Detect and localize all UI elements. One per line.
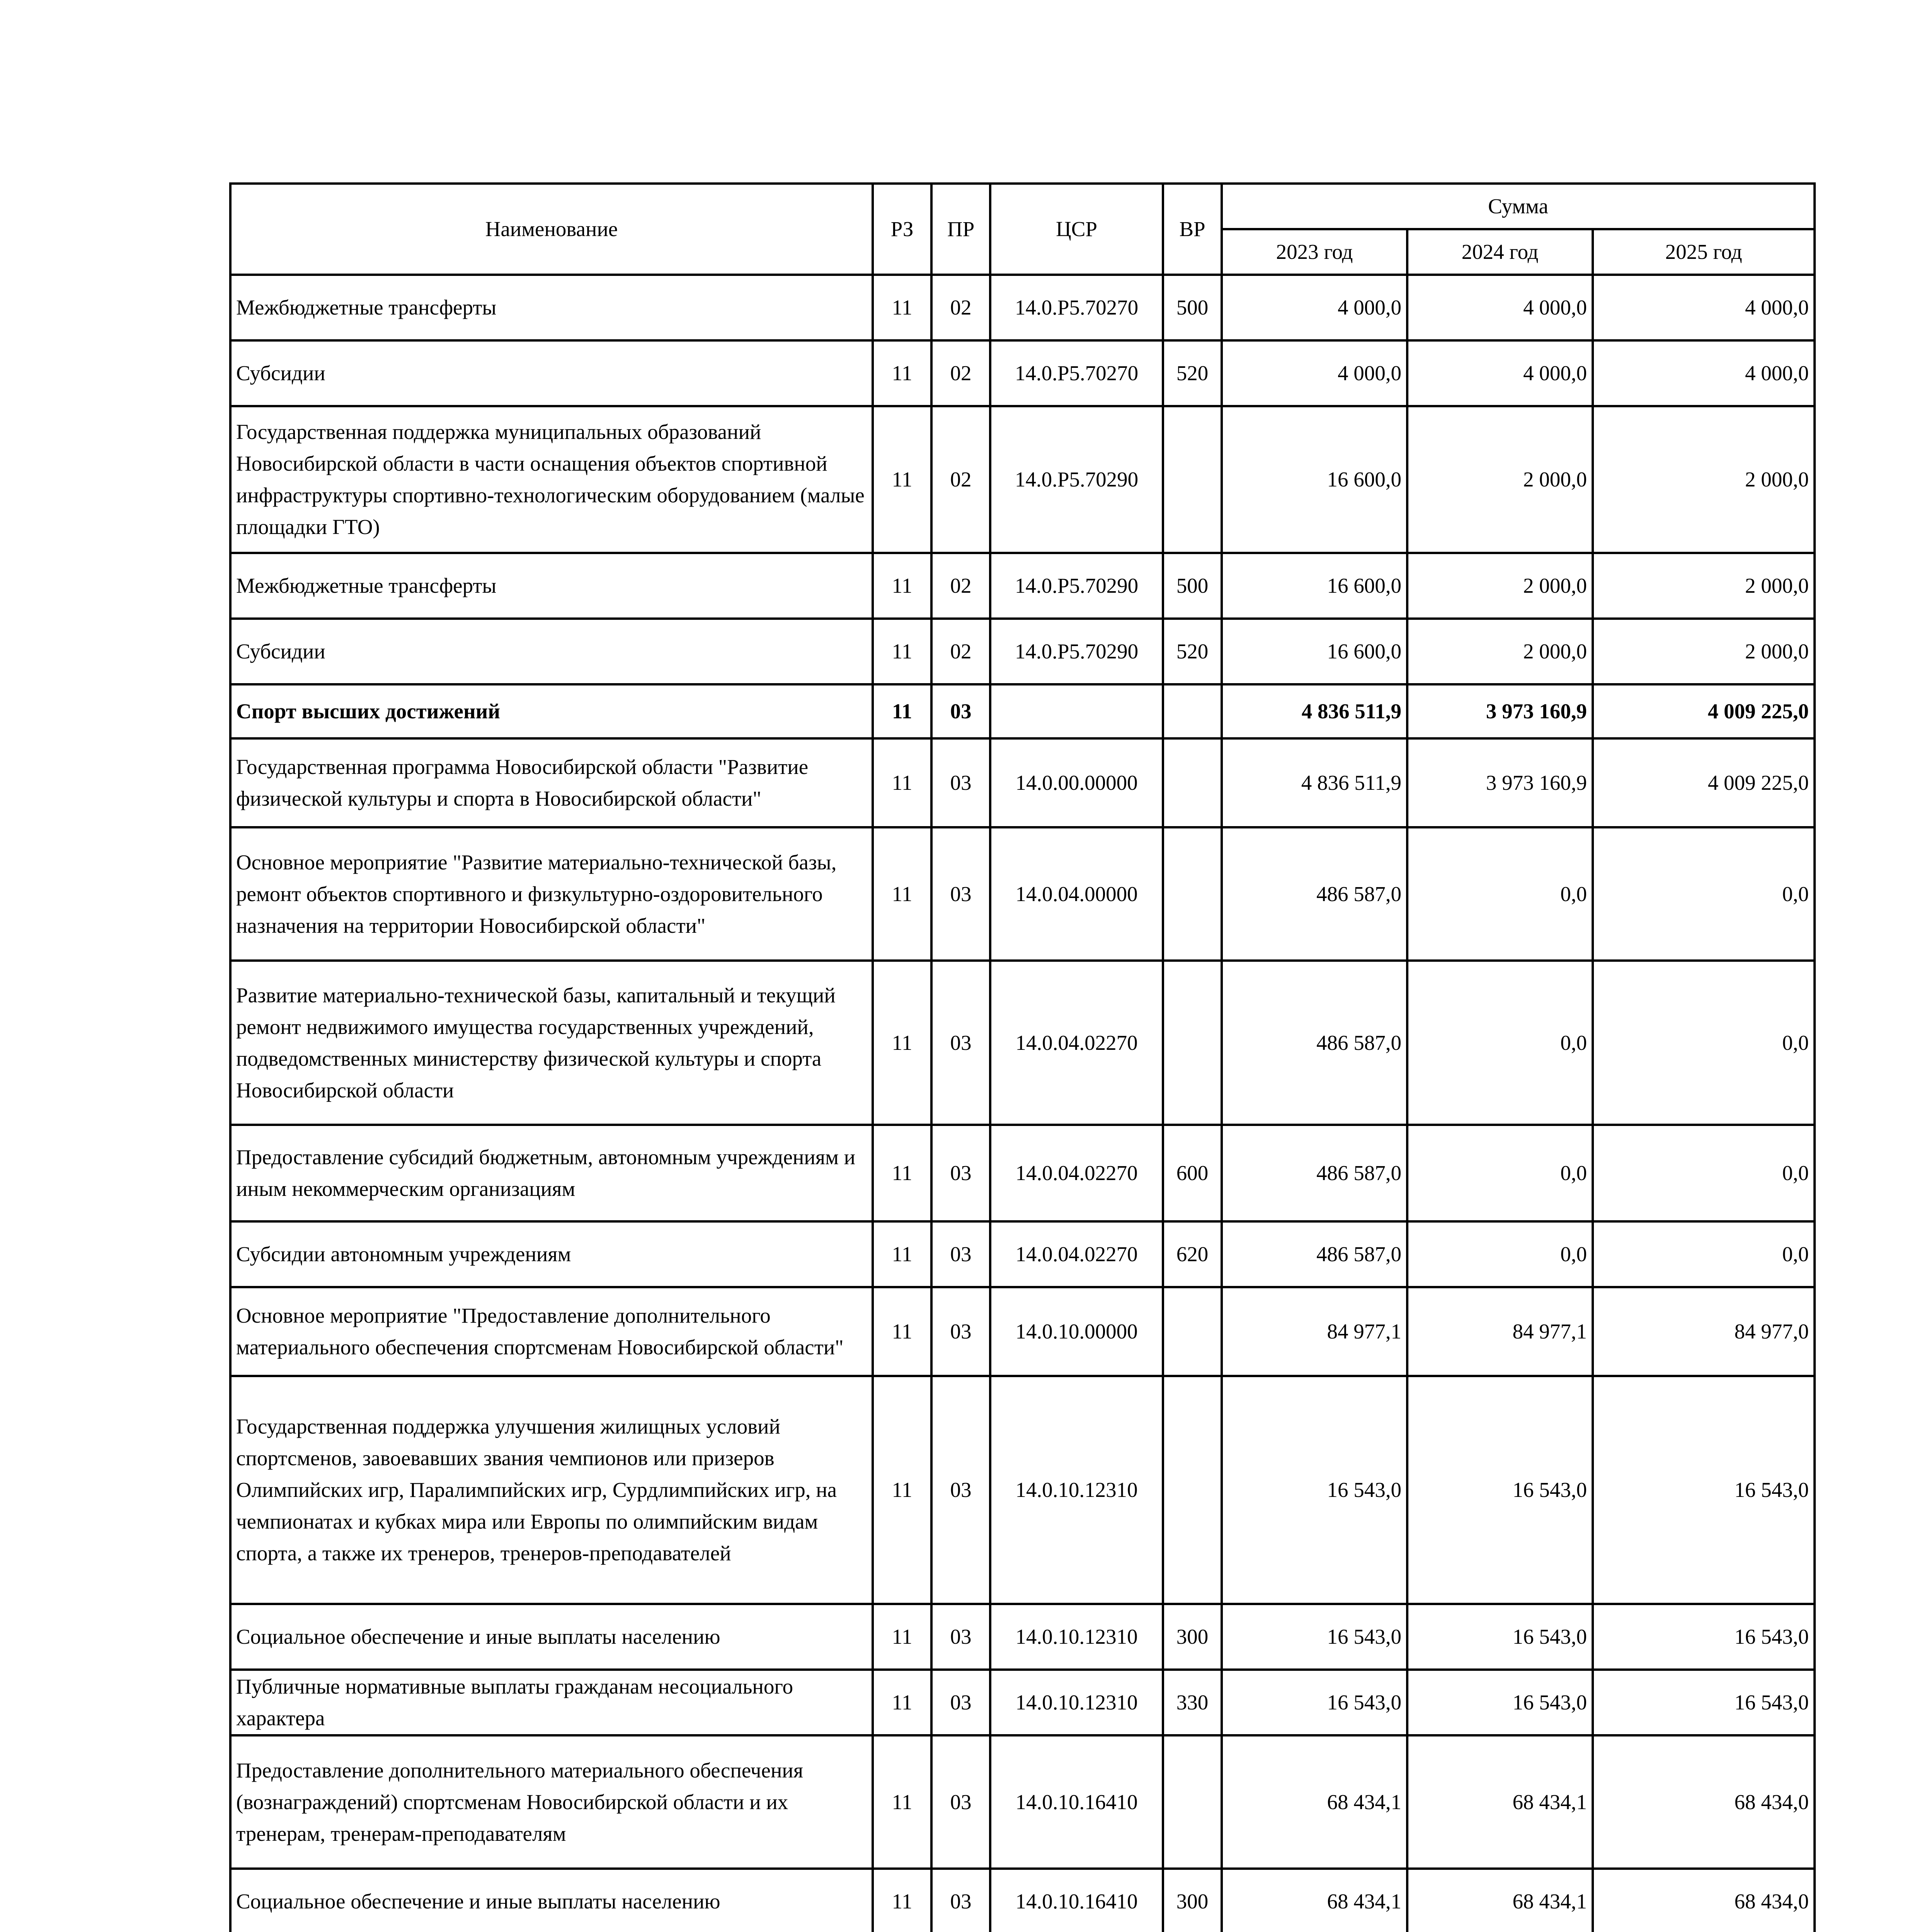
row-pr-cell: 03 <box>931 1604 990 1670</box>
row-sum-2024-cell: 2 000,0 <box>1407 619 1593 684</box>
row-csr-cell: 14.0.04.02270 <box>990 1221 1163 1287</box>
table-row <box>230 1604 1815 1670</box>
row-rz-cell: 11 <box>873 619 931 684</box>
row-csr-cell: 14.0.10.12310 <box>990 1604 1163 1670</box>
table-row <box>230 1376 1815 1604</box>
row-sum-2023-cell: 486 587,0 <box>1222 1125 1407 1221</box>
row-vr-cell: 500 <box>1163 553 1222 619</box>
row-name-cell: Межбюджетные трансферты <box>230 553 873 619</box>
row-name-cell: Субсидии <box>230 619 873 684</box>
row-rz-cell: 11 <box>873 340 931 406</box>
header-year-2024: 2024 год <box>1407 229 1593 275</box>
row-sum-2023-cell: 486 587,0 <box>1222 827 1407 961</box>
row-csr-cell: 14.0.P5.70290 <box>990 406 1163 553</box>
row-rz-cell: 11 <box>873 275 931 340</box>
row-rz-cell: 11 <box>873 961 931 1125</box>
row-vr-cell: 520 <box>1163 619 1222 684</box>
row-csr-cell: 14.0.10.00000 <box>990 1287 1163 1376</box>
row-sum-2025-cell: 2 000,0 <box>1593 619 1815 684</box>
row-rz-cell: 11 <box>873 1735 931 1869</box>
table-row <box>230 827 1815 961</box>
row-name-cell: Субсидии автономным учреждениям <box>230 1221 873 1287</box>
row-vr-cell <box>1163 738 1222 827</box>
row-name-cell: Государственная поддержка муниципальных образований Новосибирской области в части оснащения объектов спортивной инфраструктуры спортивно-технологическим оборудованием (малые площадки ГТО) <box>230 406 873 553</box>
row-vr-cell <box>1163 1376 1222 1604</box>
row-vr-cell <box>1163 1287 1222 1376</box>
row-name-cell: Межбюджетные трансферты <box>230 275 873 340</box>
row-pr-cell: 02 <box>931 553 990 619</box>
row-pr-cell: 03 <box>931 1125 990 1221</box>
row-sum-2024-cell: 0,0 <box>1407 961 1593 1125</box>
table-row <box>230 1221 1815 1287</box>
row-csr-cell <box>990 684 1163 738</box>
table-row <box>230 1735 1815 1869</box>
row-sum-2025-cell: 4 009 225,0 <box>1593 738 1815 827</box>
header-year-2023: 2023 год <box>1222 229 1407 275</box>
table-row <box>230 553 1815 619</box>
row-sum-2024-cell: 16 543,0 <box>1407 1670 1593 1735</box>
row-sum-2023-cell: 486 587,0 <box>1222 1221 1407 1287</box>
table-row <box>230 619 1815 684</box>
row-pr-cell: 02 <box>931 275 990 340</box>
row-pr-cell: 02 <box>931 619 990 684</box>
row-vr-cell: 300 <box>1163 1604 1222 1670</box>
row-sum-2025-cell: 2 000,0 <box>1593 553 1815 619</box>
row-pr-cell: 02 <box>931 340 990 406</box>
row-sum-2025-cell: 0,0 <box>1593 1125 1815 1221</box>
row-sum-2024-cell: 4 000,0 <box>1407 340 1593 406</box>
row-sum-2025-cell: 0,0 <box>1593 961 1815 1125</box>
row-sum-2025-cell: 84 977,0 <box>1593 1287 1815 1376</box>
row-sum-2024-cell: 84 977,1 <box>1407 1287 1593 1376</box>
header-pr: ПР <box>931 184 990 275</box>
row-rz-cell: 11 <box>873 827 931 961</box>
row-rz-cell: 11 <box>873 406 931 553</box>
row-sum-2025-cell: 4 009 225,0 <box>1593 684 1815 738</box>
table-body <box>230 275 1815 1932</box>
table-row <box>230 684 1815 738</box>
row-csr-cell: 14.0.P5.70290 <box>990 619 1163 684</box>
row-rz-cell: 11 <box>873 1670 931 1735</box>
row-csr-cell: 14.0.10.16410 <box>990 1735 1163 1869</box>
row-sum-2023-cell: 16 600,0 <box>1222 553 1407 619</box>
row-vr-cell: 520 <box>1163 340 1222 406</box>
row-pr-cell: 03 <box>931 684 990 738</box>
table-row <box>230 1869 1815 1932</box>
row-csr-cell: 14.0.00.00000 <box>990 738 1163 827</box>
row-vr-cell <box>1163 684 1222 738</box>
header-year-2025: 2025 год <box>1593 229 1815 275</box>
row-csr-cell: 14.0.P5.70270 <box>990 340 1163 406</box>
row-name-cell: Основное мероприятие "Предоставление дополнительного материального обеспечения спортсменам Новосибирской области" <box>230 1287 873 1376</box>
row-csr-cell: 14.0.P5.70290 <box>990 553 1163 619</box>
row-sum-2023-cell: 4 836 511,9 <box>1222 684 1407 738</box>
row-name-cell: Государственная поддержка улучшения жилищных условий спортсменов, завоевавших звания чемпионов или призеров Олимпийских игр, Паралимпийских игр, Сурдлимпийских игр, на чемпионатах и кубках мира или Европы по олимпийским видам спорта, а также их тренеров, тренеров-преподавателей <box>230 1376 873 1604</box>
row-vr-cell: 330 <box>1163 1670 1222 1735</box>
row-csr-cell: 14.0.10.16410 <box>990 1869 1163 1932</box>
header-row-top <box>230 184 1815 229</box>
row-sum-2024-cell: 4 000,0 <box>1407 275 1593 340</box>
row-sum-2025-cell: 0,0 <box>1593 1221 1815 1287</box>
row-name-cell: Развитие материально-технической базы, капитальный и текущий ремонт недвижимого имущества государственных учреждений, подведомственных министерству физической культуры и спорта Новосибирской области <box>230 961 873 1125</box>
row-sum-2025-cell: 16 543,0 <box>1593 1670 1815 1735</box>
row-name-cell: Социальное обеспечение и иные выплаты населению <box>230 1604 873 1670</box>
row-sum-2024-cell: 2 000,0 <box>1407 553 1593 619</box>
table-row <box>230 1287 1815 1376</box>
row-pr-cell: 03 <box>931 1869 990 1932</box>
row-sum-2023-cell: 68 434,1 <box>1222 1735 1407 1869</box>
row-sum-2023-cell: 84 977,1 <box>1222 1287 1407 1376</box>
row-sum-2023-cell: 4 000,0 <box>1222 340 1407 406</box>
row-name-cell: Публичные нормативные выплаты гражданам несоциального характера <box>230 1670 873 1735</box>
header-name: Наименование <box>230 184 873 275</box>
row-csr-cell: 14.0.04.00000 <box>990 827 1163 961</box>
row-sum-2024-cell: 68 434,1 <box>1407 1735 1593 1869</box>
row-name-cell: Государственная программа Новосибирской области "Развитие физической культуры и спорта в Новосибирской области" <box>230 738 873 827</box>
header-vr: ВР <box>1163 184 1222 275</box>
row-name-cell: Предоставление субсидий бюджетным, автономным учреждениям и иным некоммерческим организациям <box>230 1125 873 1221</box>
row-pr-cell: 03 <box>931 738 990 827</box>
row-sum-2025-cell: 2 000,0 <box>1593 406 1815 553</box>
row-sum-2024-cell: 16 543,0 <box>1407 1376 1593 1604</box>
row-rz-cell: 11 <box>873 1287 931 1376</box>
row-csr-cell: 14.0.10.12310 <box>990 1670 1163 1735</box>
table-row <box>230 340 1815 406</box>
row-sum-2023-cell: 4 836 511,9 <box>1222 738 1407 827</box>
row-name-cell: Субсидии <box>230 340 873 406</box>
row-vr-cell: 500 <box>1163 275 1222 340</box>
budget-table <box>229 182 1816 1932</box>
row-rz-cell: 11 <box>873 1125 931 1221</box>
row-sum-2023-cell: 16 600,0 <box>1222 619 1407 684</box>
row-sum-2024-cell: 0,0 <box>1407 1221 1593 1287</box>
row-sum-2025-cell: 16 543,0 <box>1593 1376 1815 1604</box>
row-sum-2024-cell: 68 434,1 <box>1407 1869 1593 1932</box>
row-pr-cell: 03 <box>931 1221 990 1287</box>
row-sum-2025-cell: 68 434,0 <box>1593 1869 1815 1932</box>
row-sum-2025-cell: 4 000,0 <box>1593 340 1815 406</box>
row-csr-cell: 14.0.10.12310 <box>990 1376 1163 1604</box>
row-rz-cell: 11 <box>873 1221 931 1287</box>
row-vr-cell: 620 <box>1163 1221 1222 1287</box>
row-rz-cell: 11 <box>873 1376 931 1604</box>
row-pr-cell: 03 <box>931 961 990 1125</box>
row-rz-cell: 11 <box>873 684 931 738</box>
row-name-cell: Социальное обеспечение и иные выплаты населению <box>230 1869 873 1932</box>
row-sum-2025-cell: 4 000,0 <box>1593 275 1815 340</box>
table-row <box>230 1125 1815 1221</box>
row-csr-cell: 14.0.P5.70270 <box>990 275 1163 340</box>
row-name-cell: Предоставление дополнительного материального обеспечения (вознаграждений) спортсменам Новосибирской области и их тренерам, тренерам-преподавателям <box>230 1735 873 1869</box>
table-row <box>230 961 1815 1125</box>
row-sum-2024-cell: 3 973 160,9 <box>1407 684 1593 738</box>
table-row <box>230 738 1815 827</box>
row-sum-2023-cell: 486 587,0 <box>1222 961 1407 1125</box>
row-pr-cell: 03 <box>931 1670 990 1735</box>
row-sum-2024-cell: 2 000,0 <box>1407 406 1593 553</box>
row-rz-cell: 11 <box>873 738 931 827</box>
row-rz-cell: 11 <box>873 1604 931 1670</box>
row-rz-cell: 11 <box>873 1869 931 1932</box>
row-sum-2024-cell: 0,0 <box>1407 827 1593 961</box>
header-rz: РЗ <box>873 184 931 275</box>
row-pr-cell: 02 <box>931 406 990 553</box>
row-vr-cell <box>1163 406 1222 553</box>
row-sum-2023-cell: 68 434,1 <box>1222 1869 1407 1932</box>
row-pr-cell: 03 <box>931 827 990 961</box>
table-row <box>230 1670 1815 1735</box>
row-sum-2024-cell: 3 973 160,9 <box>1407 738 1593 827</box>
row-sum-2025-cell: 0,0 <box>1593 827 1815 961</box>
row-sum-2024-cell: 0,0 <box>1407 1125 1593 1221</box>
row-vr-cell <box>1163 827 1222 961</box>
row-csr-cell: 14.0.04.02270 <box>990 1125 1163 1221</box>
row-pr-cell: 03 <box>931 1735 990 1869</box>
row-sum-2024-cell: 16 543,0 <box>1407 1604 1593 1670</box>
row-rz-cell: 11 <box>873 553 931 619</box>
table-row <box>230 275 1815 340</box>
table-row <box>230 406 1815 553</box>
row-csr-cell: 14.0.04.02270 <box>990 961 1163 1125</box>
row-pr-cell: 03 <box>931 1376 990 1604</box>
row-vr-cell <box>1163 1735 1222 1869</box>
row-name-cell: Основное мероприятие "Развитие материально-технической базы, ремонт объектов спортивного и физкультурно-оздоровительного назначения на территории Новосибирской области" <box>230 827 873 961</box>
row-name-cell: Спорт высших достижений <box>230 684 873 738</box>
row-sum-2025-cell: 16 543,0 <box>1593 1604 1815 1670</box>
row-pr-cell: 03 <box>931 1287 990 1376</box>
row-sum-2025-cell: 68 434,0 <box>1593 1735 1815 1869</box>
row-sum-2023-cell: 16 543,0 <box>1222 1376 1407 1604</box>
row-sum-2023-cell: 16 543,0 <box>1222 1670 1407 1735</box>
header-csr: ЦСР <box>990 184 1163 275</box>
row-vr-cell <box>1163 961 1222 1125</box>
header-sum: Сумма <box>1222 184 1815 229</box>
row-vr-cell: 600 <box>1163 1125 1222 1221</box>
row-vr-cell: 300 <box>1163 1869 1222 1932</box>
row-sum-2023-cell: 16 543,0 <box>1222 1604 1407 1670</box>
row-sum-2023-cell: 4 000,0 <box>1222 275 1407 340</box>
row-sum-2023-cell: 16 600,0 <box>1222 406 1407 553</box>
